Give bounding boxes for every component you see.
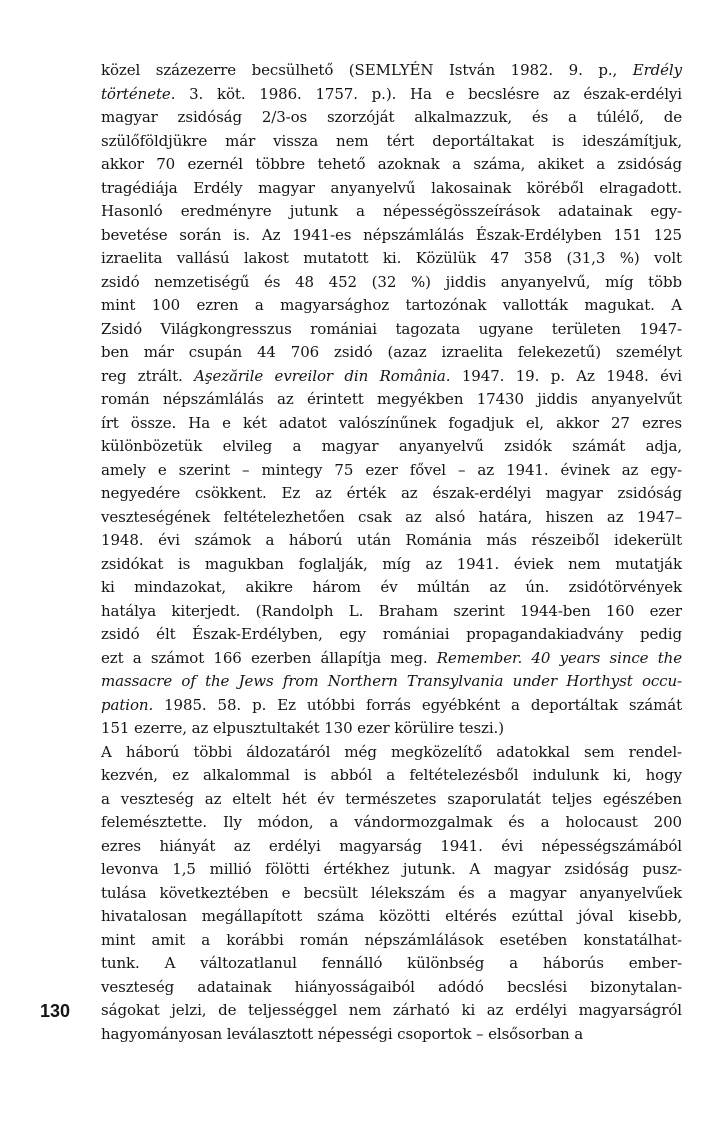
text-segment: felemésztette. Ily módon, a vándormozgalmak és a holocaust 200	[101, 813, 682, 831]
text-segment: hivatalosan megállapított száma közötti eltérés ezúttal jóval kisebb,	[101, 907, 682, 925]
text-line	[101, 741, 682, 765]
text-line	[101, 764, 682, 788]
text-segment: tragédiája Erdély magyar anyanyelvű lakosainak köréből elragadott.	[101, 178, 682, 197]
text-segment: közel százezerre becsülhető (SEMLYÉN István 1982. 9. p.,	[101, 61, 633, 79]
text-line	[101, 294, 682, 318]
text-line	[101, 318, 682, 342]
text-line	[101, 976, 682, 1000]
text-line	[101, 905, 682, 929]
text-segment: hatálya kiterjedt. (Randolph L. Braham szerint 1944-ben 160 ezer	[101, 601, 682, 620]
text-segment: szülőföldjükre már vissza nem tért deportáltakat is ideszámítjuk,	[101, 131, 682, 150]
text-line	[101, 694, 682, 718]
text-segment: 151 ezerre, az elpusztultakét 130 ezer körülire teszi.)	[101, 719, 504, 737]
page-number: 130	[40, 1001, 71, 1021]
text-line	[101, 130, 682, 154]
text-line	[101, 529, 682, 553]
text-segment: zsidó élt Észak-Erdélyben, egy romániai propagandakiadvány pedig	[101, 625, 682, 643]
text-line	[101, 858, 682, 882]
text-line	[101, 553, 682, 577]
text-line	[101, 83, 682, 107]
text-line	[101, 435, 682, 459]
text-segment: tulása következtében e becsült lélekszám és a magyar anyanyelvűek	[101, 883, 682, 902]
text-segment: mint 100 ezren a magyarsághoz tartozónak vallották magukat. A	[101, 296, 682, 314]
text-line	[101, 224, 682, 248]
text-segment: Zsidó Világkongresszus romániai tagozata ugyane területen 1947-	[101, 319, 682, 338]
text-line	[101, 506, 682, 530]
text-line	[101, 999, 682, 1023]
text-line	[101, 835, 682, 859]
text-segment: kezvén, ez alkalommal is abból a feltételezésből indulunk ki, hogy	[101, 766, 682, 784]
text-segment: különbözetük elvileg a magyar anyanyelvű zsidók számát adja,	[101, 437, 682, 455]
italic-citation: massacre of the Jews from Northern Transylvania under Horthyst occu-	[101, 672, 682, 690]
text-line	[101, 1023, 682, 1047]
text-segment: veszteség adatainak hiányosságaiból adódó becslési bizonytalan-	[101, 977, 682, 996]
italic-citation: Remember. 40 years since the	[436, 648, 682, 667]
text-line	[101, 670, 682, 694]
text-segment: bevetése során is. Az 1941-es népszámlálás Észak-Erdélyben 151 125	[101, 225, 682, 244]
italic-citation: Aşezările evreilor din România.	[194, 366, 451, 385]
text-line	[101, 717, 682, 741]
text-line	[101, 271, 682, 295]
text-segment: veszteségének feltételezhetően csak az alsó határa, hiszen az 1947–	[101, 507, 682, 526]
text-segment: ságokat jelzi, de teljességgel nem zárható ki az erdélyi magyarságról	[101, 1001, 682, 1019]
text-segment: ezres hiányát az erdélyi magyarság 1941. évi népességszámából	[101, 836, 682, 855]
text-segment: izraelita vallású lakost mutatott ki. Közülük 47 358 (31,3 %) volt	[101, 249, 682, 267]
text-line	[101, 153, 682, 177]
text-line	[101, 811, 682, 835]
text-segment: ben már csupán 44 706 zsidó (azaz izraelita felekezetű) személyt	[101, 343, 682, 361]
text-segment: amely e szerint – mintegy 75 ezer fővel – az 1941. évinek az egy-	[101, 460, 682, 479]
text-line	[101, 59, 682, 83]
text-segment: reg ztrált.	[101, 366, 195, 385]
text-segment: A háború többi áldozatáról még megközelítő adatokkal sem rendel-	[101, 742, 682, 761]
text-segment: magyar zsidóság 2/3-os szorzóját alkalmazzuk, és a túlélő, de	[101, 108, 682, 126]
text-segment: levonva 1,5 millió fölötti értékhez jutunk. A magyar zsidóság pusz-	[101, 860, 682, 878]
text-line	[101, 341, 682, 365]
text-segment: ezt a számot 166 ezerben állapítja meg.	[101, 648, 437, 667]
text-line	[101, 365, 682, 389]
text-line	[101, 482, 682, 506]
text-segment: akkor 70 ezernél többre tehető azoknak a száma, akiket a zsidóság	[101, 155, 682, 173]
text-line	[101, 952, 682, 976]
text-line	[101, 600, 682, 624]
text-segment: Hasonló eredményre jutunk a népességösszeírások adatainak egy-	[101, 202, 682, 220]
text-line	[101, 882, 682, 906]
italic-citation: Erdély	[632, 61, 682, 79]
text-segment: a veszteség az eltelt hét év természetes szaporulatát teljes egészében	[101, 789, 682, 808]
text-line	[101, 788, 682, 812]
text-segment: tunk. A változatlanul fennálló különbség a háborús ember-	[101, 954, 682, 972]
text-line	[101, 388, 682, 412]
text-segment: ki mindazokat, akikre három év múltán az ún. zsidótörvények	[101, 578, 682, 596]
text-line	[101, 106, 682, 130]
text-segment: negyedére csökkent. Ez az érték az észak-erdélyi magyar zsidóság	[101, 484, 682, 502]
text-line	[101, 647, 682, 671]
text-segment: . 3. köt. 1986. 1757. p.). Ha e becslésre az észak-erdélyi	[170, 84, 682, 103]
italic-citation: pation.	[101, 695, 154, 714]
text-segment: román népszámlálás az érintett megyékben 17430 jiddis anyanyelvűt	[101, 390, 682, 408]
body-text	[101, 59, 682, 1046]
text-line	[101, 929, 682, 953]
text-segment: 1947. 19. p. Az 1948. évi	[450, 366, 682, 385]
text-segment: írt össze. Ha e két adatot valószínűnek fogadjuk el, akkor 27 ezres	[101, 413, 682, 432]
text-segment: zsidókat is magukban foglalják, míg az 1941. éviek nem mutatják	[101, 554, 682, 573]
text-line	[101, 412, 682, 436]
text-segment: zsidó nemzetiségű és 48 452 (32 %) jiddis anyanyelvű, míg több	[101, 272, 682, 291]
text-line	[101, 576, 682, 600]
text-line	[101, 200, 682, 224]
text-segment: 1985. 58. p. Ez utóbbi forrás egyébként a deportáltak számát	[153, 695, 682, 714]
text-segment: mint amit a korábbi román népszámlálások esetében konstatálhat-	[101, 930, 682, 949]
text-segment: hagyományosan leválasztott népességi csoportok – elsősorban a	[101, 1024, 584, 1043]
text-line	[101, 247, 682, 271]
text-line	[101, 459, 682, 483]
italic-citation: története	[101, 84, 171, 103]
text-segment: 1948. évi számok a háború után Románia más részeiből idekerült	[101, 531, 682, 549]
text-line	[101, 623, 682, 647]
text-line	[101, 177, 682, 201]
